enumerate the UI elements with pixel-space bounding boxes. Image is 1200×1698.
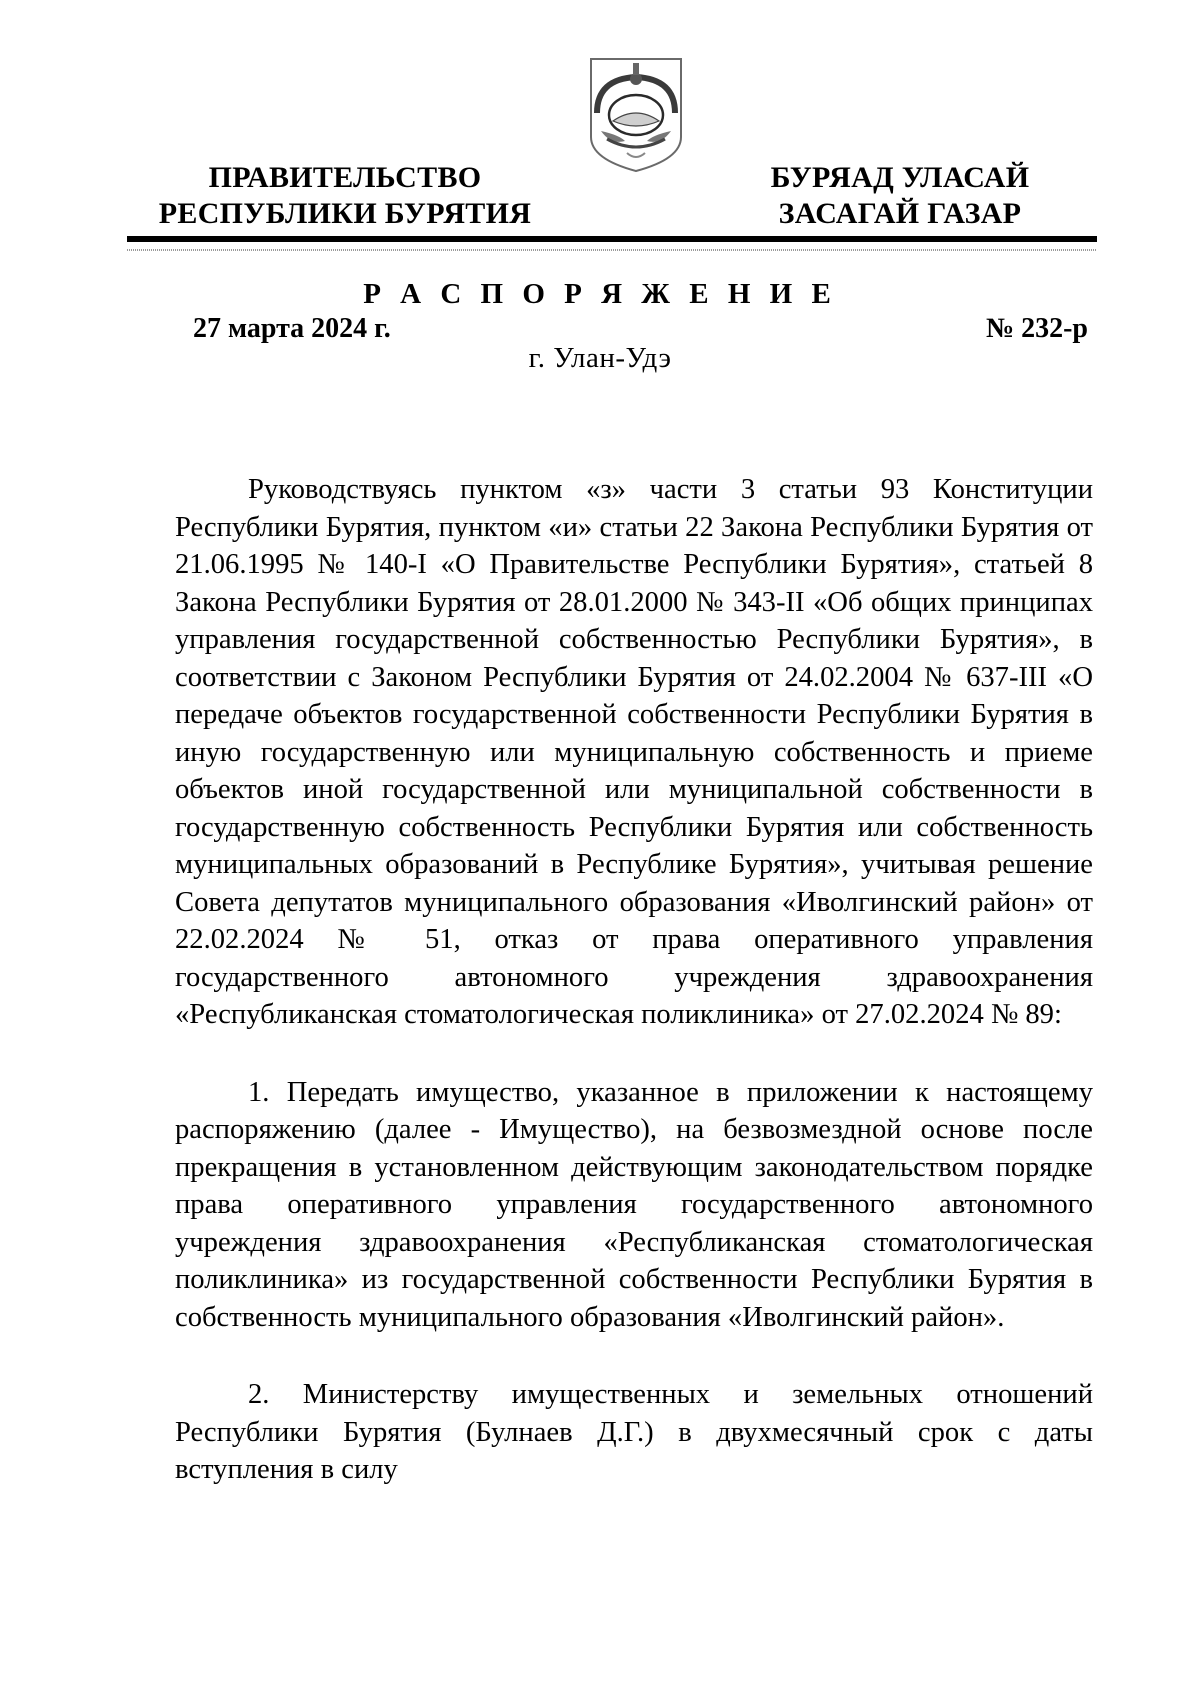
coat-of-arms-icon — [587, 55, 685, 173]
header-divider-thin — [127, 249, 1097, 251]
clause-1-paragraph: 1. Передать имущество, указанное в приложении к настоящему распоряжению (далее - Имущество), на безвозмездной основе после прекращения в установленном действующим законодательством порядке права оперативного управления государственного автономного учреждения здравоохранения «Республиканская стоматологическая поликлиника» из государственной собственности Республики Бурятия в собственность муниципального образования «Иволгинский район». — [175, 1076, 1093, 1333]
document-city: г. Улан-Удэ — [528, 342, 672, 374]
document-date: 27 марта 2024 г. — [193, 313, 391, 344]
government-name-line: БУРЯАД УЛАСАЙ — [770, 161, 1030, 194]
document-body — [175, 471, 1093, 1489]
government-name-line: ПРАВИТЕЛЬСТВО — [208, 161, 482, 194]
preamble-paragraph: Руководствуясь пунктом «з» части 3 статьи 93 Конституции Республики Бурятия, пунктом «и» статьи 22 Закона Республики Бурятия от 21.06.1995 № 140-I «О Правительстве Республики Бурятия», статьей 8 Закона Республики Бурятия от 28.01.2000 № 343-II «Об общих принципах управления государственной собственностью Республики Бурятия», в соответствии с Законом Республики Бурятия от 24.02.2004 № 637-III «О передаче объектов государственной собственности Республики Бурятия в иную государственную или муниципальную собственность и приеме объектов иной государственной или муниципальной собственности в государственную собственность Республики Бурятия или собственность муниципальных образований в Республике Бурятия», учитывая решение Совета депутатов муниципального образования «Иволгинский район» от 22.02.2024 № 51, отказ от права оперативного управления государственного автономного учреждения здравоохранения «Республиканская стоматологическая поликлиника» от 27.02.2024 № 89: — [175, 474, 1093, 1030]
document-type: Р А С П О Р Я Ж Е Н И Е — [363, 278, 837, 310]
header-divider-thick — [127, 236, 1097, 242]
document-number: № 232-р — [985, 313, 1088, 344]
government-name-russian — [150, 160, 540, 232]
government-name-buryat — [735, 160, 1065, 232]
clause-2-paragraph: 2. Министерству имущественных и земельных отношений Республики Бурятия (Булнаев Д.Г.) в двухмесячный срок с даты вступления в силу — [175, 1379, 1093, 1485]
government-name-line: ЗАСАГАЙ ГАЗАР — [778, 197, 1022, 230]
government-name-line: РЕСПУБЛИКИ БУРЯТИЯ — [158, 197, 532, 230]
